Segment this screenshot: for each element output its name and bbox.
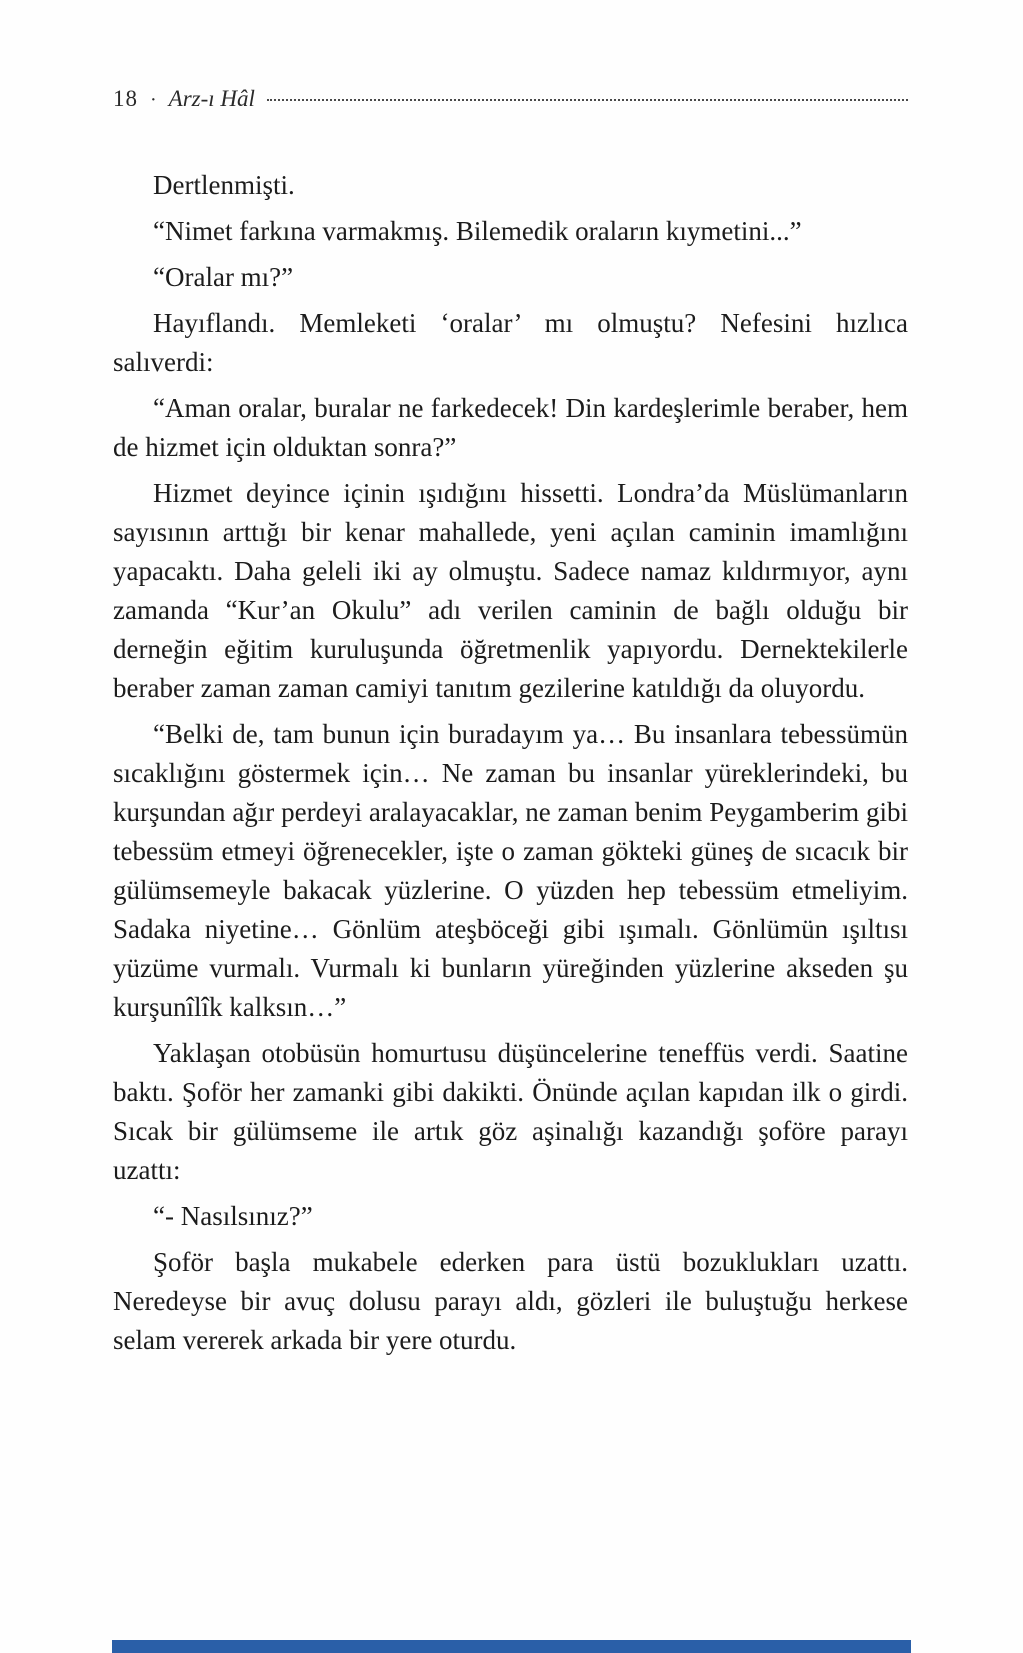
paragraph: “Aman oralar, buralar ne farkedecek! Din kardeşlerimle beraber, hem de hizmet için olduktan sonra?” [113,393,908,462]
paragraph: Dertlenmişti. [153,170,295,200]
paragraph: “Nimet farkına varmakmış. Bilemedik oraların kıymetini...” [153,216,802,246]
paragraph: Hizmet deyince içinin ışıdığını hissetti. Londra’da Müslümanların sayısının arttığı bir kenar mahallede, yeni açılan caminin imamlığını yapacaktı. Daha geleli iki ay olmuştu. Sadece namaz kıldırmıyor, aynı zamanda “Kur’an Okulu” adı verilen caminin de bağlı olduğu bir derneğin eğitim kuruluşunda öğretmenlik yapıyordu. Dernektekilerle beraber zaman zaman camiyi tanıtım gezilerine katıldığı da oluyordu. [113,478,908,703]
paragraph: “Belki de, tam bunun için buradayım ya… Bu insanlara tebessümün sıcaklığını göstermek için… Ne zaman bu insanlar yüreklerindeki, bu kurşundan ağır perdeyi aralayacaklar, ne zaman benim Peygamberim gibi tebessüm etmeyi öğrenecekler, işte o zaman gökteki güneş de sıcacık bir gülümsemeyle bakacak yüzlerine. O yüzden hep tebessüm etmeliyim. Sadaka niyetine… Gönlüm ateşböceği gibi ışımalı. Gönlümün ışıltısı yüzüme vurmalı. Vurmalı ki bunların yüreğinden yüzlerine akseden şu kurşunîlîk kalksın…” [113,719,908,1022]
paragraph: Hayıflandı. Memleketi ‘oralar’ mı olmuştu? Nefesini hızlıca salıverdi: [113,308,908,377]
header-separator: · [150,89,157,111]
paragraph: “Oralar mı?” [153,262,294,292]
footer-color-bar [112,1640,911,1653]
page-number: 18 [113,86,138,111]
dotted-leader-line [267,98,908,101]
running-title: Arz-ı Hâl [168,86,255,111]
paragraph: Yaklaşan otobüsün homurtusu düşüncelerine teneffüs verdi. Saatine baktı. Şoför her zamanki gibi dakikti. Önünde açılan kapıdan ilk o girdi. Sıcak bir gülümseme ile artık göz aşinalığı kazandığı şoföre parayı uzattı: [113,1038,908,1185]
paragraph: Şoför başla mukabele ederken para üstü bozuklukları uzattı. Neredeyse bir avuç dolusu parayı aldı, gözleri ile buluştuğu herkese selam vererek arkada bir yere oturdu. [113,1247,908,1355]
page-body [113,166,908,1360]
paragraph: “- Nasılsınız?” [153,1201,313,1231]
page-header [113,86,908,112]
